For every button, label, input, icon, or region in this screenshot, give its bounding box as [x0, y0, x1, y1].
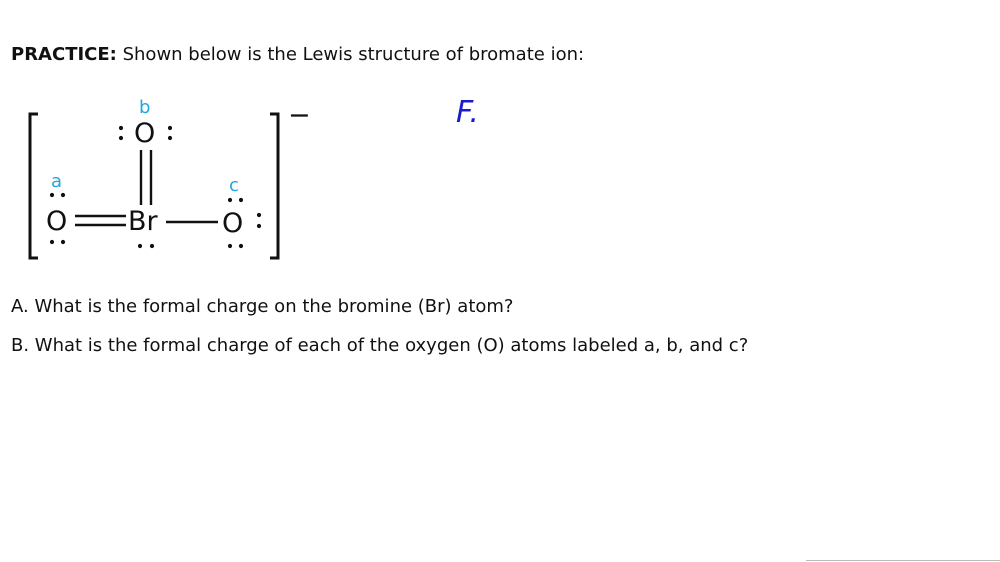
label-b: b: [139, 97, 151, 118]
oxygen-b: O: [134, 118, 156, 149]
bromine-atom: Br: [128, 206, 158, 237]
left-bracket: [30, 114, 38, 258]
oxygen-c: O: [222, 208, 244, 239]
divider: [806, 560, 1000, 561]
label-a: a: [51, 171, 63, 192]
oxygen-a: O: [46, 206, 68, 237]
question-b: B. What is the formal charge of each of the oxygen (O) atoms labeled a, b, and c?: [11, 335, 749, 356]
practice-text: Shown below is the Lewis structure of bromate ion:: [116, 44, 585, 65]
question-a: A. What is the formal charge on the bromine (Br) atom?: [11, 296, 514, 317]
handwritten-annotation: F.: [456, 95, 479, 130]
practice-label: PRACTICE:: [11, 44, 117, 65]
right-bracket: [270, 114, 278, 258]
ion-charge: −: [288, 100, 311, 131]
label-c: c: [229, 175, 239, 196]
